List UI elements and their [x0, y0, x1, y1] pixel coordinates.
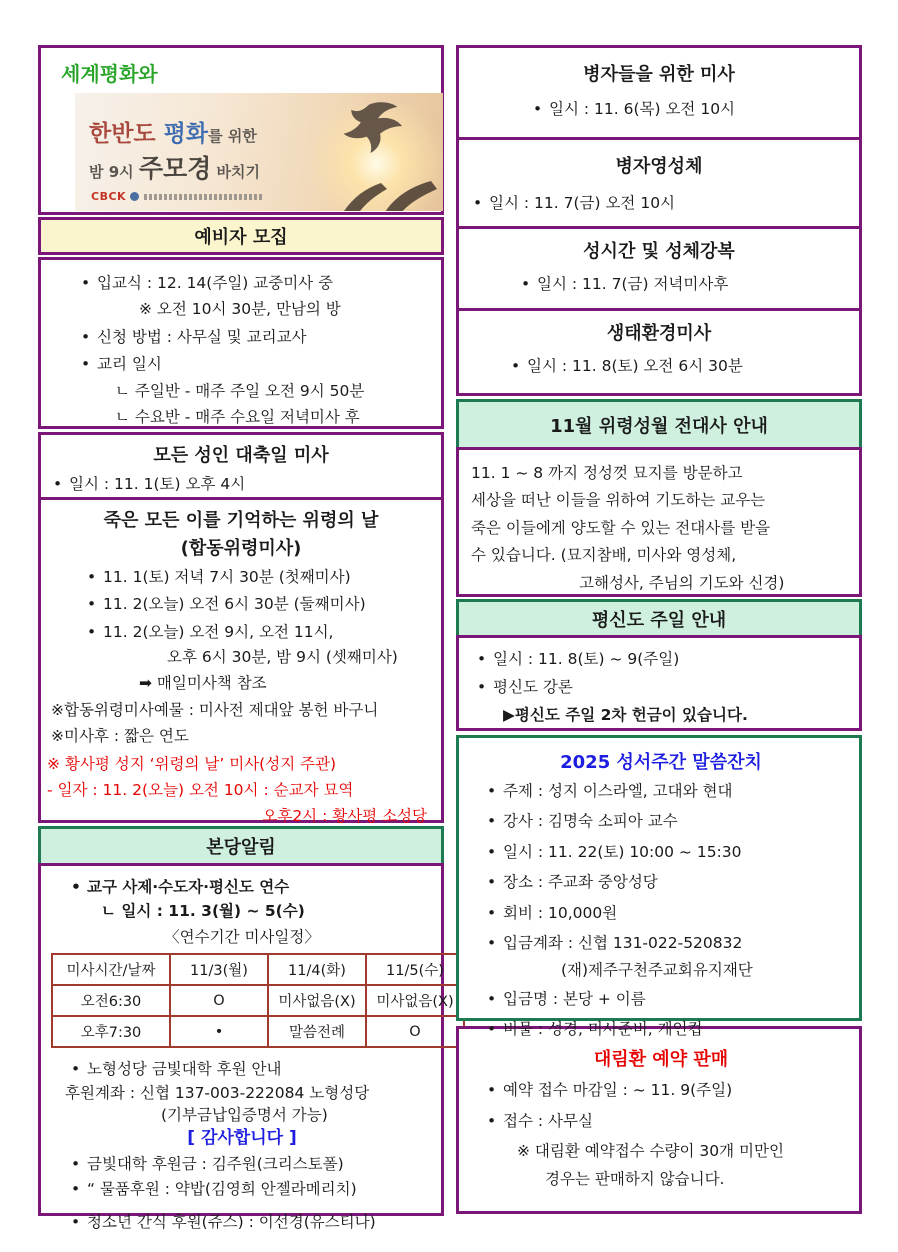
- section-title: 모든 성인 대축일 미사: [153, 445, 329, 466]
- list-item-continued: ※ 오전 10시 30분, 만남의 방: [139, 300, 341, 319]
- eco-mass-section: [456, 308, 862, 396]
- sick-mass-section: [456, 45, 862, 140]
- advent-wreath-title: 대림환 예약 판매: [593, 1049, 729, 1070]
- table-cell: 미사없음(X): [268, 985, 366, 1016]
- list-item: • 예약 접수 마감일 : ~ 11. 9(주일): [503, 1081, 853, 1100]
- section-title: 생태환경미사: [606, 323, 712, 344]
- account-holder-line: (재)제주구천주교회유지재단: [561, 961, 753, 980]
- right-column: [456, 45, 862, 1214]
- body-line: 죽은 이들에게 양도할 수 있는 전대사를 받을: [471, 518, 771, 537]
- laity-sunday-header: [456, 599, 862, 635]
- list-item: • “ 물품후원 : 약밥(김영희 안젤라메리치): [87, 1180, 433, 1199]
- list-item: • 일시 : 11. 7(금) 오전 10시: [489, 194, 859, 213]
- advent-wreath-section: [456, 1026, 862, 1214]
- all-souls-section: [38, 497, 444, 826]
- list-item: • 교구 사제·수도자·평신도 연수: [87, 878, 433, 897]
- list-item: • 비물 : 성경, 미사준비, 개인컵: [503, 1020, 853, 1039]
- table-row: [52, 1016, 464, 1047]
- table-header-cell: 11/3(월): [170, 954, 268, 985]
- section-title: 성시간 및 성체강복: [583, 241, 735, 262]
- list-item-continued: ➡ 매일미사책 참조: [139, 673, 267, 692]
- list-item: • 신청 방법 : 사무실 및 교리교사: [97, 328, 433, 347]
- table-header-cell: 11/5(수): [366, 954, 464, 985]
- peace-banner-image: [75, 93, 443, 211]
- list-item: • 11. 1(토) 저녁 7시 30분 (첫째미사): [103, 568, 441, 587]
- table-cell: 오전6:30: [52, 985, 170, 1016]
- list-item-sub: ㄴ 주일반 - 매주 주일 오전 9시 50분: [115, 381, 365, 400]
- table-cell: O: [366, 1016, 464, 1047]
- parish-notice-section: [38, 863, 454, 1232]
- left-column: [38, 45, 454, 1232]
- list-item-continued: 오후 6시 30분, 밤 9시 (셋째미사): [167, 648, 398, 667]
- hands-graphic: [329, 149, 443, 211]
- cbck-logo-mark: [130, 192, 139, 201]
- list-item: • 청소년 간식 후원(쥬스) : 이선경(유스티나): [87, 1213, 433, 1232]
- cbck-logo-caption-smudge: [144, 194, 264, 200]
- list-item: • 일시 : 11. 8(토) ~ 9(주일): [493, 650, 853, 669]
- banner-text-9pm: 밤 9시: [89, 163, 139, 181]
- catechumen-header-label: 예비자 모집: [194, 227, 288, 248]
- list-item: • 11. 2(오늘) 오전 6시 30분 (둘째미사): [103, 595, 441, 614]
- section-title: 병자들을 위한 미사: [583, 64, 735, 85]
- table-header-cell: 11/4(화): [268, 954, 366, 985]
- list-item: • 접수 : 사무실: [503, 1112, 853, 1131]
- list-item-sub: ㄴ 일시 : 11. 3(월) ~ 5(수): [101, 902, 305, 921]
- banner-line2: [89, 149, 260, 185]
- list-item: • 일시 : 11. 6(목) 오전 10시: [549, 100, 859, 119]
- table-header-row: [52, 954, 464, 985]
- list-item: • 입금명 : 본당 + 이름: [503, 990, 853, 1009]
- banner-text-for: 를 위한: [208, 127, 257, 145]
- body-line: 11. 1 ~ 8 까지 정성껏 묘지를 방문하고: [471, 464, 743, 482]
- list-item: • 회비 : 10,000원: [503, 904, 853, 923]
- list-item: • 일시 : 11. 22(토) 10:00 ~ 15:30: [503, 843, 853, 862]
- note-line: ※합동위령미사예물 : 미사전 제대앞 봉헌 바구니: [51, 700, 379, 719]
- list-item: • 일시 : 11. 8(토) 오전 6시 30분: [527, 357, 859, 376]
- table-cell: O: [170, 985, 268, 1016]
- list-item: • 강사 : 김명숙 소피아 교수: [503, 812, 853, 831]
- peace-campaign-section: [38, 45, 444, 215]
- banner-text-peace: 평화: [155, 121, 209, 147]
- list-item: • 입교식 : 12. 14(주일) 교중미사 중: [97, 274, 433, 293]
- cbck-logo: [91, 190, 264, 203]
- table-row: [52, 985, 464, 1016]
- cbck-logo-text: CBCK: [91, 190, 127, 203]
- banner-text-offer: 바치기: [211, 163, 261, 181]
- sick-communion-section: [456, 137, 862, 229]
- parish-notice-header: [38, 826, 444, 863]
- body-line: 수 있습니다. (묘지참배, 미사와 영성체,: [471, 546, 737, 565]
- mass-schedule-table: [51, 953, 465, 1048]
- world-peace-title: 세계평화와: [61, 62, 158, 86]
- banner-text-hanbando: 한반도: [89, 121, 156, 147]
- red-note-line: - 일자 : 11. 2(오늘) 오전 10시 : 순교자 묘역: [47, 781, 354, 799]
- list-item: • 교리 일시: [97, 355, 433, 374]
- note-line: ※ 대림환 예약접수 수량이 30개 미만인: [517, 1141, 784, 1160]
- catechumen-section: [38, 257, 444, 429]
- thanks-line: [ 감사합니다 ]: [187, 1128, 297, 1149]
- section-title: 병자영성체: [615, 156, 703, 177]
- list-item: • 11. 2(오늘) 오전 9시, 오전 11시,: [103, 623, 441, 642]
- list-item-sub: ㄴ 수요반 - 매주 수요일 저녁미사 후: [115, 407, 360, 426]
- list-item: • 평신도 강론: [493, 678, 853, 697]
- list-item: • 주제 : 성지 이스라엘, 고대와 현대: [503, 782, 853, 801]
- red-note-line: 오후2시 : 황사평 소성당: [262, 807, 427, 826]
- list-item: • 일시 : 11. 1(토) 오후 4시: [69, 475, 441, 494]
- table-caption: 〈연수기간 미사일정〉: [164, 927, 320, 946]
- holy-hour-section: [456, 226, 862, 311]
- indulgence-header: [456, 399, 862, 447]
- body-line: 고해성사, 주님의 기도와 신경): [579, 573, 785, 592]
- table-header-cell: 미사시간/날짜: [52, 954, 170, 985]
- laity-sunday-header-label: 평신도 주일 안내: [591, 609, 727, 631]
- sponsor-account-line: 후원계좌 : 신협 137-003-222084 노형성당: [65, 1083, 370, 1102]
- banner-text-prayer: 주모경: [138, 154, 212, 183]
- list-item: • 노형성당 금빛대학 후원 안내: [87, 1060, 433, 1079]
- list-item: • 일시 : 11. 7(금) 저녁미사후: [537, 275, 859, 294]
- red-note-line: ※ 황사평 성지 ‘위령의 날’ 미사(성지 주관): [47, 754, 337, 773]
- table-cell: •: [170, 1016, 268, 1047]
- list-item: • 장소 : 주교좌 중앙성당: [503, 873, 853, 892]
- bible-week-section: [456, 735, 862, 1038]
- list-item: • 금빛대학 후원금 : 김주원(크리스토폴): [87, 1155, 433, 1174]
- all-saints-section: [38, 432, 444, 500]
- table-cell: 미사없음(X): [366, 985, 464, 1016]
- banner-line1: [89, 115, 257, 148]
- catechumen-header: [38, 217, 444, 255]
- laity-sunday-section: [456, 635, 862, 731]
- indulgence-section: [456, 447, 862, 597]
- sponsor-note-line: (기부금납입증명서 가능): [161, 1105, 328, 1124]
- indulgence-header-label: 11월 위령성월 전대사 안내: [550, 415, 768, 437]
- section-title-line2: (합동위령미사): [180, 538, 302, 559]
- note-line: ※미사후 : 짧은 연도: [51, 727, 189, 746]
- list-item: • 입금계좌 : 신협 131-022-520832: [503, 934, 853, 953]
- table-cell: 말씀전례: [268, 1016, 366, 1047]
- note-line: ▶평신도 주일 2차 헌금이 있습니다.: [503, 705, 748, 724]
- note-line: 경우는 판매하지 않습니다.: [545, 1170, 725, 1189]
- bible-week-title: 2025 성서주간 말씀잔치: [560, 752, 762, 773]
- section-title-line1: 죽은 모든 이를 기억하는 위령의 날: [103, 510, 379, 531]
- body-line: 세상을 떠난 이들을 위하여 기도하는 교우는: [471, 491, 766, 510]
- parish-notice-header-label: 본당알림: [206, 837, 276, 858]
- table-cell: 오후7:30: [52, 1016, 170, 1047]
